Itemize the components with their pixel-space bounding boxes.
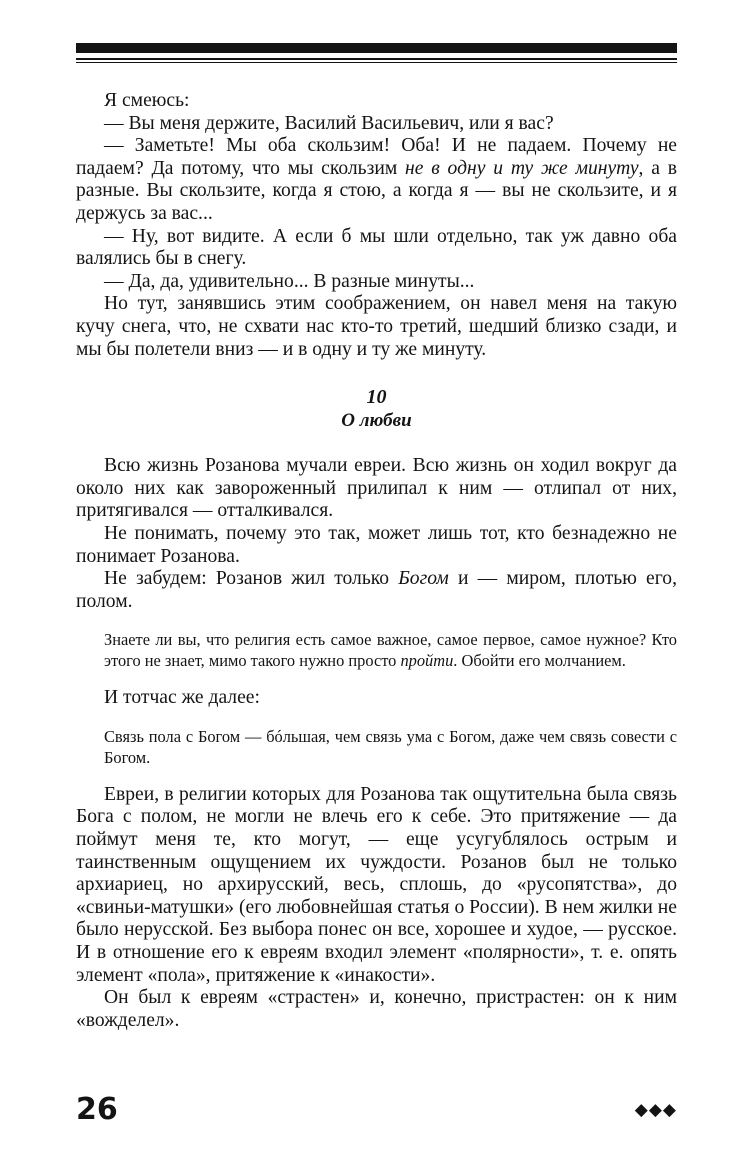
text-run: — Заметьте! Мы оба скользим! Оба! И не падаем. Почему не падаем? Да потому, что мы скользим xyxy=(76,135,677,179)
italic-text: пройти xyxy=(400,651,454,671)
header-rule-thick xyxy=(76,43,677,53)
header-rule-thin xyxy=(76,58,677,60)
italic-text: Богом xyxy=(398,568,449,590)
text-run: — Да, да, удивительно... В разные минуты... xyxy=(104,270,475,292)
text-run: Не забудем: Розанов жил только xyxy=(104,568,399,590)
paragraph xyxy=(76,113,677,136)
header-rule xyxy=(76,43,677,63)
text-run: Не понимать, почему это так, может лишь тот, кто безнадежно не понимает Розанова. xyxy=(76,522,677,567)
paragraph xyxy=(76,523,677,568)
text-run: — Ну, вот видите. А если б мы шли отдельно, так уж давно оба валялись бы в снегу. xyxy=(76,225,677,270)
text-run: Он был к евреям «страстен» и, конечно, пристрастен: он к ним «вожделел». xyxy=(76,987,677,1031)
text-run: Я смеюсь: xyxy=(104,90,190,111)
paragraph xyxy=(76,784,677,987)
italic-text: не в одну и ту же минуту xyxy=(405,157,639,179)
text-run: . Обойти его молчанием. xyxy=(453,651,626,671)
text-run: Но тут, занявшись этим соображением, он навел меня на такую кучу снега, что, не схвати нас кто-то третий, шедший близко сзади, и мы бы полетели вниз — и в одну и ту же минуту. xyxy=(76,293,677,360)
paragraph xyxy=(76,455,677,523)
paragraph xyxy=(76,90,677,113)
header-rule-thin-lower xyxy=(76,62,677,63)
text-run: Всю жизнь Розанова мучали евреи. Всю жизнь он ходил вокруг да около них как завороженный прилипал к ним — отлипал от них, притягивался — отталкивался. xyxy=(76,455,677,522)
text-run: , а в разные. Вы скользите, когда я стою, а когда я — вы не скользите, и я держусь за вас... xyxy=(76,157,677,224)
paragraph xyxy=(76,568,677,613)
text-run: — Вы меня держите, Василий Васильевич, или я вас? xyxy=(104,112,554,134)
page-number: 26 xyxy=(76,1092,118,1127)
paragraph xyxy=(76,135,677,225)
paragraph xyxy=(76,271,677,294)
text-run: Евреи, в религии которых для Розанова так ощутительна была связь Бога с полом, не могли не влечь его к себе. Это притяжение — да поймут меня те, кто могут, — еще усугублялось острым и таинственным ощущением их чуждости. Розанов был не только архиариец, но архирусский, весь, сплошь, до «русопятства», до «свиньи-матушки» (его любовнейшая статья о России). В нем жилки не было нерусской. Без выбора понес он все, хорошее и худое, — русское. И в отношение его к евреям входил элемент «полярности», т. е. опять элемент «пола», притяжение к «инакости». xyxy=(76,783,677,986)
page-footer xyxy=(76,1092,677,1128)
block-quote-1 xyxy=(104,629,677,671)
between-text: И тотчас же далее: xyxy=(104,687,260,709)
paragraph xyxy=(76,226,677,271)
block-quote-2 xyxy=(104,726,677,768)
page-body xyxy=(76,90,677,1032)
chapter-number: 10 xyxy=(366,386,387,409)
paragraphs-middle xyxy=(76,455,677,613)
text-run: Знаете ли вы, что религия есть самое важное, самое первое, самое нужное? Кто этого не знает, мимо такого нужно просто xyxy=(104,630,677,671)
paragraphs-top xyxy=(76,90,677,361)
paragraph xyxy=(76,987,677,1032)
paragraphs-bottom xyxy=(76,784,677,1033)
paragraph xyxy=(76,293,677,361)
diamond-ornament-icon: ◆◆◆ xyxy=(634,1100,677,1120)
text-run: и — миром, плотью его, полом. xyxy=(76,568,677,612)
text-run: Связь пола с Богом — бóльшая, чем связь ума с Богом, даже чем связь совести с Богом. xyxy=(104,726,677,767)
chapter-title: О любви xyxy=(341,410,412,432)
